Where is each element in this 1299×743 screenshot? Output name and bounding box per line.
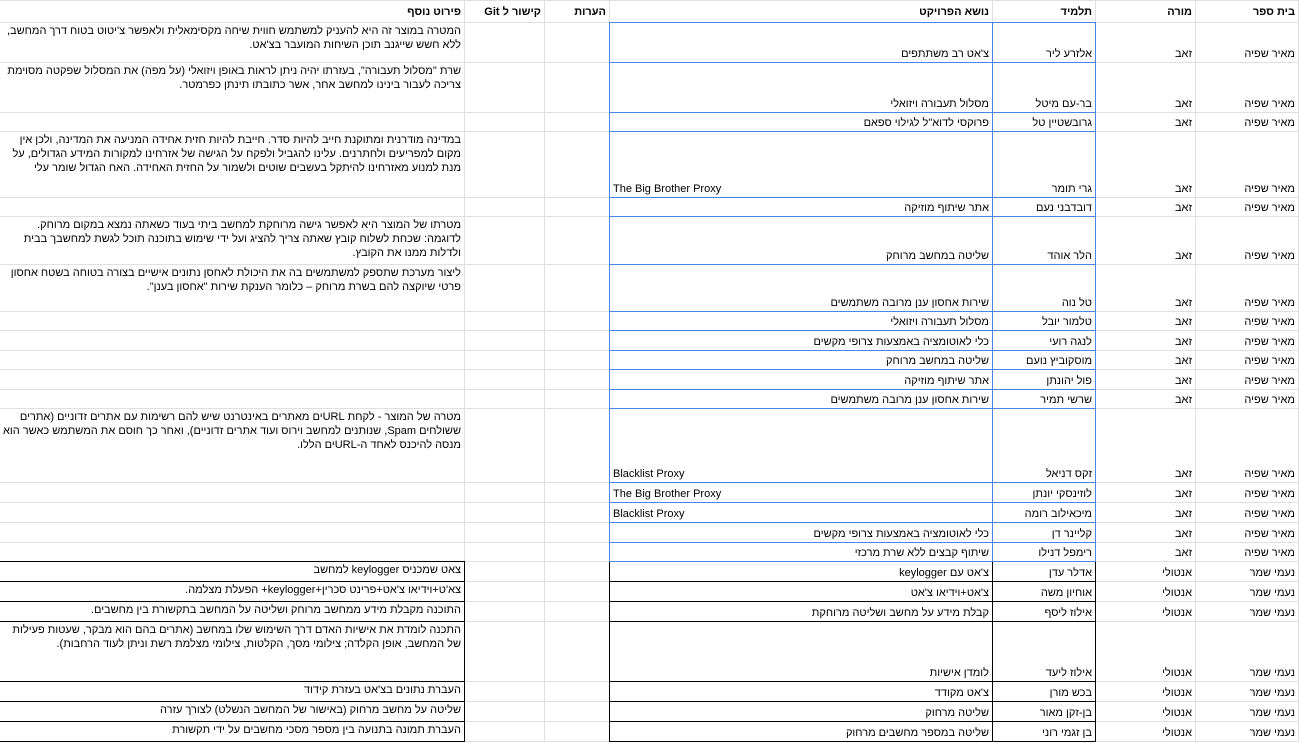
cell-school[interactable]: מאיר שפיה	[1196, 63, 1299, 113]
cell-project[interactable]: Blacklist Proxy	[610, 503, 993, 523]
cell-detail[interactable]: במדינה מודרנית ומתוקנת חייב להיות סדר. חייבת להיות חזית אחידה המניעה את המדינה, ולכן אין מקום למפריעים ולחתרנים. עלינו להגביל ולפקח על הגישה של אזרחינו למקורות המידע הגדולים, על מנת למנוע מאזרחינו להיתקל בעשבים שוטים ולשמור על החזית האחידה. האח הגדול שומר עלי	[0, 132, 465, 198]
cell-git[interactable]	[465, 331, 545, 351]
cell-git[interactable]	[465, 702, 545, 722]
cell-detail[interactable]: צא'ט+וידיאו צ'אט+פרינט סכרין+keylogger+ הפעלת מצלמה.	[0, 582, 465, 602]
cell-school[interactable]: נעמי שמר	[1196, 722, 1299, 742]
cell-project[interactable]: צ'אט+וידיאו צ'אט	[610, 582, 993, 602]
cell-project[interactable]: צ'אט רב משתתפים	[610, 23, 993, 63]
cell-student[interactable]: בכש מורן	[993, 682, 1096, 702]
cell-student[interactable]: אלזרע ליר	[993, 23, 1096, 63]
cell-school[interactable]: מאיר שפיה	[1196, 217, 1299, 265]
cell-detail[interactable]	[0, 312, 465, 331]
cell-school[interactable]: מאיר שפיה	[1196, 132, 1299, 198]
cell-git[interactable]	[465, 483, 545, 503]
cell-school[interactable]: מאיר שפיה	[1196, 113, 1299, 132]
cell-notes[interactable]	[545, 390, 610, 409]
cell-student[interactable]: בן זגמי רוני	[993, 722, 1096, 742]
cell-teacher[interactable]: אנטולי	[1096, 722, 1196, 742]
table-row	[0, 722, 1299, 742]
table-row	[0, 562, 1299, 582]
cell-detail[interactable]: התכנה לומדת את אישיות האדם דרך השימוש שלו במחשב (אתרים בהם הוא מבקר, שעטות פעילות של המחשב, אופן הקלדה; צילומי מסך, הקלטות, צילומי מצלמת רשת וניתן לעוד הרחבות).	[0, 622, 465, 682]
cell-notes[interactable]	[545, 63, 610, 113]
cell-student[interactable]: מיכאילוב רומה	[993, 503, 1096, 523]
cell-student[interactable]: אדלר עדן	[993, 562, 1096, 582]
table-row	[0, 582, 1299, 602]
cell-student[interactable]: רימפל דנילו	[993, 543, 1096, 562]
cell-notes[interactable]	[545, 722, 610, 742]
cell-teacher[interactable]: זאב	[1096, 409, 1196, 483]
cell-school[interactable]: מאיר שפיה	[1196, 351, 1299, 370]
table-row	[0, 351, 1299, 370]
cell-student[interactable]: טלמור יובל	[993, 312, 1096, 331]
cell-project[interactable]: כלי לאוטומציה באמצעות צרופי מקשים	[610, 523, 993, 543]
cell-notes[interactable]	[545, 198, 610, 217]
cell-student[interactable]: גרי תומר	[993, 132, 1096, 198]
cell-detail[interactable]	[0, 113, 465, 132]
cell-school[interactable]: מאיר שפיה	[1196, 331, 1299, 351]
cell-teacher[interactable]: זאב	[1096, 390, 1196, 409]
cell-detail[interactable]	[0, 543, 465, 562]
cell-project[interactable]: כלי לאוטומציה באמצעות צרופי מקשים	[610, 331, 993, 351]
cell-detail[interactable]	[0, 351, 465, 370]
cell-project[interactable]: מסלול תעבורה ויזואלי	[610, 312, 993, 331]
cell-teacher[interactable]: זאב	[1096, 217, 1196, 265]
cell-student[interactable]: אוחיון משה	[993, 582, 1096, 602]
cell-notes[interactable]	[545, 523, 610, 543]
cell-school[interactable]: מאיר שפיה	[1196, 312, 1299, 331]
table-row	[0, 602, 1299, 622]
cell-notes[interactable]	[545, 217, 610, 265]
cell-student[interactable]: מוסקוביץ נועם	[993, 351, 1096, 370]
cell-school[interactable]: נעמי שמר	[1196, 622, 1299, 682]
cell-teacher[interactable]: זאב	[1096, 543, 1196, 562]
cell-notes[interactable]	[545, 483, 610, 503]
table-row	[0, 702, 1299, 722]
cell-notes[interactable]	[545, 409, 610, 483]
table-row	[0, 331, 1299, 351]
cell-student[interactable]: טל נוה	[993, 265, 1096, 312]
table-row	[0, 113, 1299, 132]
cell-detail[interactable]: מטרה של המוצר - לקחת URLים מאתרים באינטרנט שיש להם רשימות עם אתרים זדוניים (אתרים ששולחים Spam, שנותנים למחשב וירוס ועוד אתרים זדוניים), ואחר כך חוסם את המשתמש כאשר הוא מנסה להיכנס לאחד ה-URLים הללו.	[0, 409, 465, 483]
cell-school[interactable]: נעמי שמר	[1196, 602, 1299, 622]
cell-git[interactable]	[465, 582, 545, 602]
cell-teacher[interactable]: זאב	[1096, 523, 1196, 543]
table-row	[0, 483, 1299, 503]
cell-detail[interactable]: העברת נתונים בצ'אט בעזרת קידוד	[0, 682, 465, 702]
cell-teacher[interactable]: זאב	[1096, 23, 1196, 63]
cell-notes[interactable]	[545, 23, 610, 63]
header-row	[0, 1, 1299, 23]
cell-project[interactable]: צ'אט מקודד	[610, 682, 993, 702]
cell-project[interactable]: שליטה במחשב מרוחק	[610, 351, 993, 370]
column-header-project[interactable]: נושא הפרויקט	[610, 1, 993, 23]
cell-teacher[interactable]: אנטולי	[1096, 702, 1196, 722]
cell-project[interactable]: Blacklist Proxy	[610, 409, 993, 483]
cell-git[interactable]	[465, 217, 545, 265]
cell-project[interactable]: The Big Brother Proxy	[610, 483, 993, 503]
cell-git[interactable]	[465, 543, 545, 562]
cell-git[interactable]	[465, 23, 545, 63]
cell-detail[interactable]	[0, 390, 465, 409]
cell-school[interactable]: מאיר שפיה	[1196, 265, 1299, 312]
cell-notes[interactable]	[545, 682, 610, 702]
cell-project[interactable]: שירות אחסון ענן מרובה משתמשים	[610, 265, 993, 312]
cell-detail[interactable]: שרת "מסלול תעבורה", בעזרתו יהיה ניתן לראות באופן ויזואלי (על מפה) את המסלול שפקטה מסוימת צריכה לעבור בינינו למחשב אחר, אשר כתובתו תינתן כפרמטר.	[0, 63, 465, 113]
cell-detail[interactable]	[0, 523, 465, 543]
column-header-notes[interactable]: הערות	[545, 1, 610, 23]
table-row	[0, 63, 1299, 113]
cell-teacher[interactable]: זאב	[1096, 63, 1196, 113]
column-header-detail[interactable]: פירוט נוסף	[0, 1, 465, 23]
cell-notes[interactable]	[545, 132, 610, 198]
cell-teacher[interactable]: אנטולי	[1096, 622, 1196, 682]
cell-student[interactable]: בן-זקן מאור	[993, 702, 1096, 722]
table-row	[0, 23, 1299, 63]
cell-teacher[interactable]: זאב	[1096, 312, 1196, 331]
cell-school[interactable]: מאיר שפיה	[1196, 370, 1299, 390]
cell-git[interactable]	[465, 523, 545, 543]
cell-detail[interactable]: צאט שמכניס keylogger למחשב	[0, 562, 465, 582]
cell-git[interactable]	[465, 312, 545, 331]
cell-project[interactable]: שליטה במספר מחשבים מרחוק	[610, 722, 993, 742]
table-body	[0, 23, 1299, 742]
cell-student[interactable]: אילוז ליעד	[993, 622, 1096, 682]
cell-student[interactable]: בר-עם מיטל	[993, 63, 1096, 113]
cell-project[interactable]: שיתוף קבצים ללא שרת מרכזי	[610, 543, 993, 562]
cell-school[interactable]: מאיר שפיה	[1196, 409, 1299, 483]
table-row	[0, 682, 1299, 702]
cell-student[interactable]: קליינר דן	[993, 523, 1096, 543]
column-header-teacher[interactable]: מורה	[1096, 1, 1196, 23]
cell-notes[interactable]	[545, 370, 610, 390]
cell-notes[interactable]	[545, 351, 610, 370]
cell-teacher[interactable]: זאב	[1096, 370, 1196, 390]
cell-detail[interactable]: המטרה במוצר זה היא להעניק למשתמש חווית שיחה מקסימאלית ולאפשר צ'יטוט בטוח דרך המחשב, ללא חשש שייגנב תוכן השיחות המועבר בצ'אט.	[0, 23, 465, 63]
table-row	[0, 503, 1299, 523]
cell-student[interactable]: שרשי תמיר	[993, 390, 1096, 409]
cell-detail[interactable]	[0, 483, 465, 503]
cell-school[interactable]: מאיר שפיה	[1196, 523, 1299, 543]
cell-notes[interactable]	[545, 562, 610, 582]
cell-notes[interactable]	[545, 331, 610, 351]
cell-teacher[interactable]: זאב	[1096, 113, 1196, 132]
cell-detail[interactable]: התוכנה מקבלת מידע ממחשב מרוחק ושליטה על המחשב בתקשורת בין מחשבים.	[0, 602, 465, 622]
table-row	[0, 390, 1299, 409]
cell-school[interactable]: מאיר שפיה	[1196, 198, 1299, 217]
cell-git[interactable]	[465, 503, 545, 523]
cell-project[interactable]: לומדן אישיות	[610, 622, 993, 682]
cell-git[interactable]	[465, 265, 545, 312]
cell-student[interactable]: לנגה רועי	[993, 331, 1096, 351]
cell-notes[interactable]	[545, 312, 610, 331]
cell-notes[interactable]	[545, 113, 610, 132]
cell-student[interactable]: זקס דניאל	[993, 409, 1096, 483]
cell-teacher[interactable]: זאב	[1096, 351, 1196, 370]
cell-school[interactable]: מאיר שפיה	[1196, 390, 1299, 409]
table-row	[0, 312, 1299, 331]
cell-project[interactable]: קבלת מידע על מחשב ושליטה מרוחקת	[610, 602, 993, 622]
table-row	[0, 217, 1299, 265]
cell-school[interactable]: מאיר שפיה	[1196, 503, 1299, 523]
cell-school[interactable]: נעמי שמר	[1196, 702, 1299, 722]
cell-project[interactable]: אתר שיתוף מוזיקה	[610, 198, 993, 217]
cell-project[interactable]: שליטה במחשב מרוחק	[610, 217, 993, 265]
cell-notes[interactable]	[545, 602, 610, 622]
column-header-git[interactable]: קישור ל Git	[465, 1, 545, 23]
cell-project[interactable]: שירות אחסון ענן מרובה משתמשים	[610, 390, 993, 409]
table-row	[0, 265, 1299, 312]
cell-student[interactable]: אילוז ליסף	[993, 602, 1096, 622]
cell-notes[interactable]	[545, 582, 610, 602]
cell-notes[interactable]	[545, 622, 610, 682]
cell-student[interactable]: גרובשטיין טל	[993, 113, 1096, 132]
cell-git[interactable]	[465, 132, 545, 198]
cell-project[interactable]: אתר שיתוף מוזיקה	[610, 370, 993, 390]
cell-notes[interactable]	[545, 265, 610, 312]
table-row	[0, 370, 1299, 390]
cell-detail[interactable]	[0, 198, 465, 217]
cell-git[interactable]	[465, 63, 545, 113]
cell-school[interactable]: נעמי שמר	[1196, 582, 1299, 602]
cell-git[interactable]	[465, 409, 545, 483]
cell-teacher[interactable]: זאב	[1096, 198, 1196, 217]
table-row	[0, 622, 1299, 682]
table-row	[0, 409, 1299, 483]
cell-detail[interactable]: מטרתו של המוצר היא לאפשר גישה מרוחקת למחשב ביתי בעוד כשאתה נמצא במקום מרוחק. לדוגמה: שכחת לשלוח קובץ שאתה צריך להציג ועל ידי שימוש בתוכנה תוכל לגשת למחשבך בבית ולדלות ממנו את הקובץ.	[0, 217, 465, 265]
cell-school[interactable]: מאיר שפיה	[1196, 543, 1299, 562]
table-row	[0, 523, 1299, 543]
cell-student[interactable]: דובדבני נעם	[993, 198, 1096, 217]
cell-student[interactable]: הלר אוהד	[993, 217, 1096, 265]
cell-student[interactable]: פול יהונתן	[993, 370, 1096, 390]
cell-git[interactable]	[465, 682, 545, 702]
cell-school[interactable]: מאיר שפיה	[1196, 483, 1299, 503]
table-row	[0, 132, 1299, 198]
cell-school[interactable]: נעמי שמר	[1196, 682, 1299, 702]
cell-teacher[interactable]: זאב	[1096, 483, 1196, 503]
cell-teacher[interactable]: זאב	[1096, 503, 1196, 523]
cell-git[interactable]	[465, 722, 545, 742]
table-row	[0, 198, 1299, 217]
cell-teacher[interactable]: זאב	[1096, 132, 1196, 198]
cell-git[interactable]	[465, 113, 545, 132]
column-header-school[interactable]: בית ספר	[1196, 1, 1299, 23]
cell-teacher[interactable]: אנטולי	[1096, 682, 1196, 702]
cell-detail[interactable]: שליטה על מחשב מרחוק (באישור של המחשב הנשלט) לצורך עזרה	[0, 702, 465, 722]
cell-teacher[interactable]: אנטולי	[1096, 562, 1196, 582]
cell-teacher[interactable]: זאב	[1096, 331, 1196, 351]
cell-notes[interactable]	[545, 702, 610, 722]
cell-project[interactable]: צ'אט עם keylogger	[610, 562, 993, 582]
cell-detail[interactable]: העברת תמונה בתנועה בין מספר מסכי מחשבים על ידי תקשורת	[0, 722, 465, 742]
cell-project[interactable]: מסלול תעבורה ויזואלי	[610, 63, 993, 113]
cell-git[interactable]	[465, 370, 545, 390]
cell-git[interactable]	[465, 390, 545, 409]
table-row	[0, 543, 1299, 562]
cell-git[interactable]	[465, 622, 545, 682]
cell-teacher[interactable]: זאב	[1096, 265, 1196, 312]
column-header-student[interactable]: תלמיד	[993, 1, 1096, 23]
cell-detail[interactable]: ליצור מערכת שתספק למשתמשים בה את היכולת לאחסן נתונים אישיים בצורה בטוחה בשטח אחסון פרטי שיוקצה להם בשרת מרוחק – כלומר הענקת שירות "אחסון בענן".	[0, 265, 465, 312]
cell-git[interactable]	[465, 351, 545, 370]
cell-git[interactable]	[465, 602, 545, 622]
cell-school[interactable]: מאיר שפיה	[1196, 23, 1299, 63]
cell-project[interactable]: פרוקסי לדוא"ל לגילוי ספאם	[610, 113, 993, 132]
cell-git[interactable]	[465, 198, 545, 217]
cell-teacher[interactable]: אנטולי	[1096, 582, 1196, 602]
cell-teacher[interactable]: אנטולי	[1096, 602, 1196, 622]
cell-detail[interactable]	[0, 503, 465, 523]
cell-git[interactable]	[465, 562, 545, 582]
cell-detail[interactable]	[0, 331, 465, 351]
cell-project[interactable]: The Big Brother Proxy	[610, 132, 993, 198]
cell-notes[interactable]	[545, 503, 610, 523]
cell-student[interactable]: לוזינסקי יונתן	[993, 483, 1096, 503]
cell-notes[interactable]	[545, 543, 610, 562]
cell-project[interactable]: שליטה מרחוק	[610, 702, 993, 722]
cell-school[interactable]: נעמי שמר	[1196, 562, 1299, 582]
cell-detail[interactable]	[0, 370, 465, 390]
